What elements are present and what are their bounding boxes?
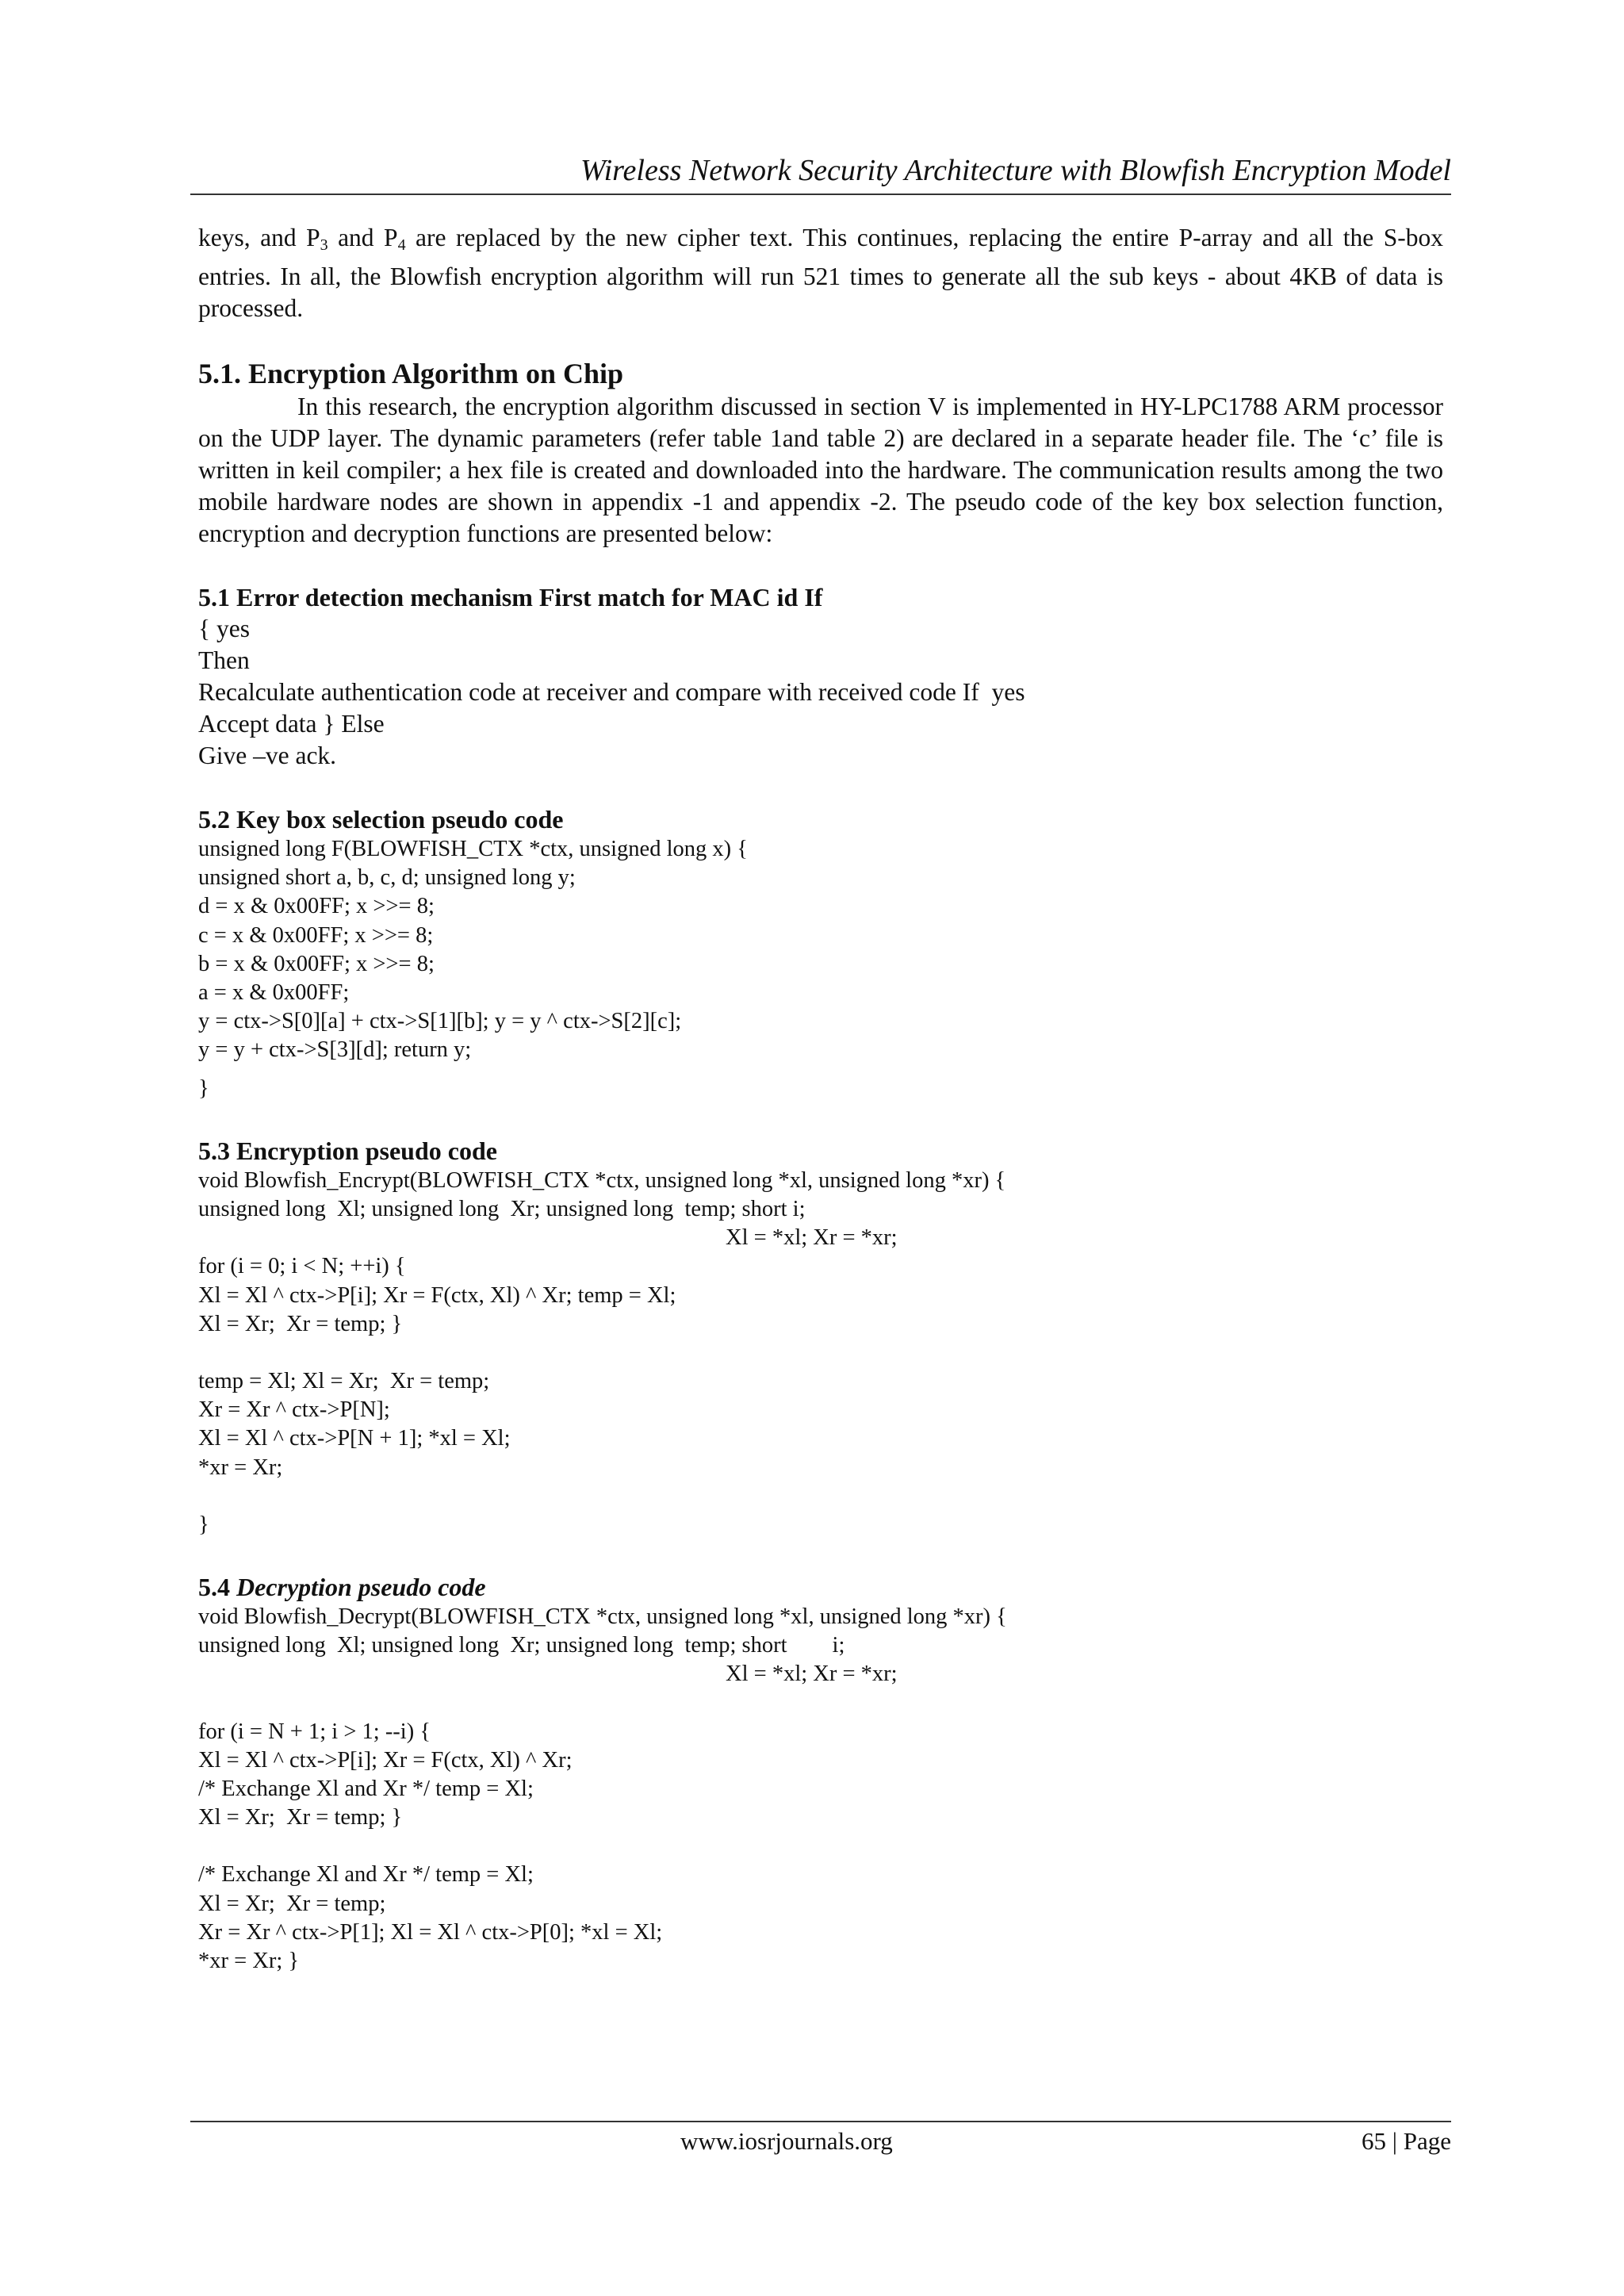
code-line: void Blowfish_Decrypt(BLOWFISH_CTX *ctx, unsigned long *xl, unsigned long *xr) { <box>198 1604 1007 1630</box>
code-line: unsigned long Xl; unsigned long Xr; unsigned long temp; short i; <box>198 1197 806 1222</box>
code-line: /* Exchange Xl and Xr */ temp = Xl; <box>198 1777 534 1802</box>
code-line: Xr = Xr ^ ctx->P[1]; Xl = Xl ^ ctx->P[0]; *xl = Xl; <box>198 1919 663 1945</box>
code-line: Xl = Xl ^ ctx->P[i]; Xr = F(ctx, Xl) ^ Xr; <box>198 1747 573 1773</box>
code-line: } <box>198 1512 209 1537</box>
key-box-code <box>198 835 1443 1103</box>
running-title: Wireless Network Security Architecture with Blowfish Encryption Model <box>580 154 1451 187</box>
code-line: Xl = Xl ^ ctx->P[N + 1]; *xl = Xl; <box>198 1426 511 1451</box>
code-line: unsigned long F(BLOWFISH_CTX *ctx, unsigned long x) { <box>198 837 748 861</box>
code-line: Xl = *xl; Xr = *xr; <box>726 1662 898 1687</box>
code-line: Xl = Xl ^ ctx->P[i]; Xr = F(ctx, Xl) ^ Xr; temp = Xl; <box>198 1282 676 1308</box>
encryption-code <box>198 1167 1443 1539</box>
code-line: Xl = Xr; Xr = temp; } <box>198 1805 403 1830</box>
code-line: for (i = N + 1; i > 1; --i) { <box>198 1719 431 1744</box>
error-detection-heading: 5.1 Error detection mechanism First match for MAC id If <box>198 583 823 611</box>
code-line: Xr = Xr ^ ctx->P[N]; <box>198 1397 390 1423</box>
text-line: Accept data } Else <box>198 710 385 738</box>
key-box-heading: 5.2 Key box selection pseudo code <box>198 805 564 834</box>
code-line: Xl = Xr; Xr = temp; } <box>198 1311 403 1336</box>
code-line: unsigned long Xl; unsigned long Xr; unsigned long temp; short i; <box>198 1633 845 1658</box>
section-5-1-paragraph: In this research, the encryption algorithm discussed in section V is implemented in HY-LPC1788 ARM processor on the UDP layer. The dynamic parameters (refer table 1and table 2) are declared in a separate header file. The ‘c’ file is written in keil compiler; a hex file is created and downloaded into the hardware. The communication results among the two mobile hardware nodes are shown in appendix -1 and appendix -2. The pseudo code of the key box selection function, encryption and decryption functions are presented below: <box>198 393 1443 547</box>
code-line: unsigned short a, b, c, d; unsigned long y; <box>198 865 576 891</box>
page-body <box>198 222 1443 1976</box>
code-line: c = x & 0x00FF; x >>= 8; <box>198 922 434 948</box>
code-line: b = x & 0x00FF; x >>= 8; <box>198 951 435 976</box>
code-line: void Blowfish_Encrypt(BLOWFISH_CTX *ctx, unsigned long *xl, unsigned long *xr) { <box>198 1167 1006 1193</box>
code-line: a = x & 0x00FF; <box>198 980 350 1006</box>
code-line: Xl = Xr; Xr = temp; <box>198 1891 386 1916</box>
code-line: temp = Xl; Xl = Xr; Xr = temp; <box>198 1369 490 1394</box>
text-line: Then <box>198 646 250 674</box>
text-line: Give –ve ack. <box>198 742 337 769</box>
code-line: *xr = Xr; <box>198 1455 283 1480</box>
encryption-heading: 5.3 Encryption pseudo code <box>198 1136 497 1165</box>
code-line: *xr = Xr; } <box>198 1949 300 1974</box>
code-line: y = ctx->S[0][a] + ctx->S[1][b]; y = y ^ ctx->S[2][c]; <box>198 1009 682 1034</box>
code-line: } <box>198 1075 209 1101</box>
text-line: { yes <box>198 615 250 642</box>
section-heading-5-1: 5.1. Encryption Algorithm on Chip <box>198 358 624 389</box>
page-number: 65 | Page <box>1362 2127 1451 2155</box>
footer-rule <box>190 2121 1451 2122</box>
error-detection-block <box>198 613 1443 772</box>
code-line: d = x & 0x00FF; x >>= 8; <box>198 894 435 919</box>
decryption-heading: 5.4 Decryption pseudo code <box>198 1573 486 1602</box>
code-line: for (i = 0; i < N; ++i) { <box>198 1254 406 1279</box>
code-line: Xl = *xl; Xr = *xr; <box>726 1225 898 1251</box>
decryption-code <box>198 1603 1443 1976</box>
header-rule <box>190 194 1451 195</box>
text-line: Recalculate authentication code at receiver and compare with received code If yes <box>198 678 1025 706</box>
code-line: y = y + ctx->S[3][d]; return y; <box>198 1037 472 1063</box>
code-line: /* Exchange Xl and Xr */ temp = Xl; <box>198 1862 534 1888</box>
footer-url: www.iosrjournals.org <box>680 2127 893 2155</box>
intro-paragraph: keys, and $P_3$ and $P_4$ are replaced by the new cipher text. This continues, replacing the entire P-array and all the S-box entries. In all, the Blowfish encryption algorithm will run 521 times to generate all the sub keys - about 4KB of data is processed. <box>198 224 1443 322</box>
